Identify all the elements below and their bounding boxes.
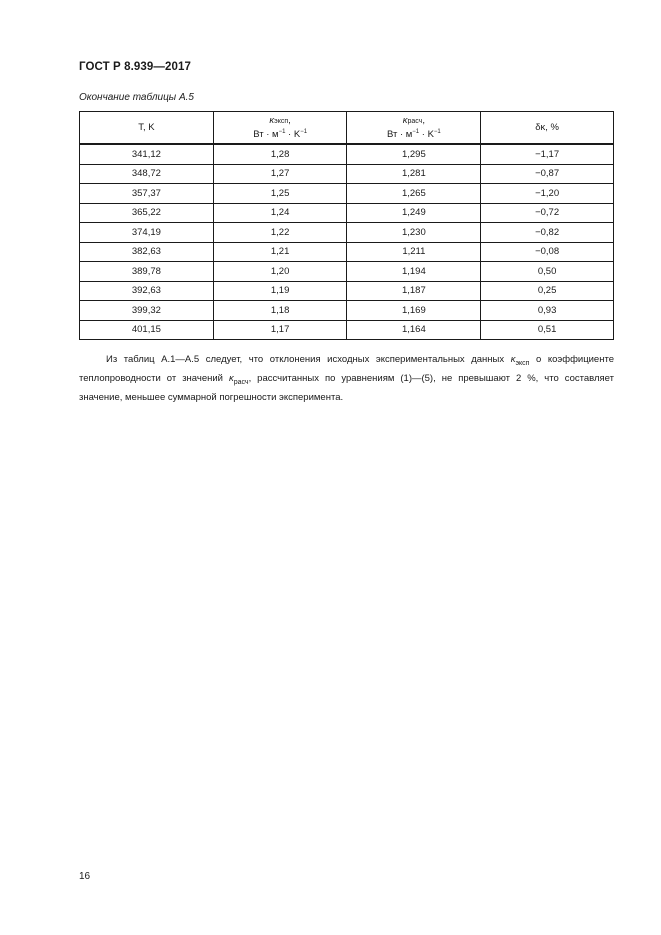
paragraph-kappa-calc-subscript: расч [233, 378, 249, 386]
cell-kappa-calc: 1,187 [347, 281, 481, 301]
cell-deviation: −0,72 [481, 203, 614, 223]
table-row [80, 242, 614, 262]
header-temperature-label: T, K [138, 122, 155, 133]
header-temperature [80, 112, 214, 145]
cell-kappa-calc: 1,230 [347, 223, 481, 243]
cell-kappa-calc: 1,249 [347, 203, 481, 223]
cell-deviation: 0,50 [481, 262, 614, 282]
cell-temperature: 348,72 [80, 164, 214, 184]
cell-kappa-exp: 1,18 [213, 301, 347, 321]
header-deviation [481, 112, 614, 145]
header-kappa-exp-subscript: эксп [274, 117, 289, 125]
cell-kappa-calc: 1,295 [347, 144, 481, 164]
table-row [80, 281, 614, 301]
cell-deviation: −0,87 [481, 164, 614, 184]
header-kappa-calc: κрасч, Вт · $м^{-1} \cdot K^{-1}$ [347, 112, 481, 145]
table-row [80, 223, 614, 243]
header-kappa-calc-units-a: Вт · м [386, 129, 413, 141]
paragraph-kappa-exp-subscript: эксп [515, 359, 530, 367]
cell-kappa-calc: 1,169 [347, 301, 481, 321]
cell-deviation: −0,82 [481, 223, 614, 243]
cell-temperature: 365,22 [80, 203, 214, 223]
cell-deviation: −0,08 [481, 242, 614, 262]
header-kappa-exp-symbol: κ [269, 114, 275, 126]
paragraph-part2: о коэффициенте теплопроводности от значений [79, 354, 614, 384]
cell-temperature: 401,15 [80, 320, 214, 340]
table-row [80, 164, 614, 184]
cell-kappa-exp: 1,27 [213, 164, 347, 184]
cell-kappa-exp: 1,20 [213, 262, 347, 282]
cell-temperature: 389,78 [80, 262, 214, 282]
table-row [80, 184, 614, 204]
cell-deviation: 0,93 [481, 301, 614, 321]
header-kappa-calc-subscript: расч [407, 117, 423, 125]
table-row [80, 320, 614, 340]
header-kappa-exp-units-sup1: −1 [278, 128, 286, 135]
table-row [80, 203, 614, 223]
conclusion-paragraph [79, 352, 614, 405]
header-kappa-exp-units-sup2: −1 [300, 128, 308, 135]
cell-temperature: 374,19 [80, 223, 214, 243]
cell-kappa-calc: 1,281 [347, 164, 481, 184]
conclusion-text [79, 352, 614, 405]
header-kappa-calc-symbol: κ [402, 114, 408, 126]
header-kappa-calc-units-sup2: −1 [433, 128, 441, 135]
cell-kappa-calc: 1,265 [347, 184, 481, 204]
cell-kappa-exp: 1,25 [213, 184, 347, 204]
cell-kappa-exp: 1,22 [213, 223, 347, 243]
cell-kappa-calc: 1,211 [347, 242, 481, 262]
cell-temperature: 382,63 [80, 242, 214, 262]
cell-kappa-exp: 1,24 [213, 203, 347, 223]
cell-temperature: 341,12 [80, 144, 214, 164]
document-header: ГОСТ Р 8.939—2017 [79, 61, 191, 73]
cell-temperature: 392,63 [80, 281, 214, 301]
table-row [80, 262, 614, 282]
header-kappa-calc-units-sup1: −1 [412, 128, 420, 135]
cell-kappa-exp: 1,19 [213, 281, 347, 301]
cell-temperature: 357,37 [80, 184, 214, 204]
cell-deviation: 0,51 [481, 320, 614, 340]
header-kappa-calc-units-b: · K [419, 129, 434, 141]
cell-kappa-exp: 1,21 [213, 242, 347, 262]
paragraph-part3: , рассчитанных по уравнениям (1)—(5), не превышают 2 %, что составляет значение, меньшее суммарной погрешности эксперимента. [79, 372, 614, 403]
cell-kappa-calc: 1,164 [347, 320, 481, 340]
cell-deviation: −1,17 [481, 144, 614, 164]
table-caption: Окончание таблицы А.5 [79, 92, 194, 103]
page-number: 16 [79, 871, 91, 882]
data-table [79, 111, 614, 340]
header-deviation-label: δκ, % [535, 122, 559, 133]
cell-kappa-exp: 1,17 [213, 320, 347, 340]
cell-deviation: 0,25 [481, 281, 614, 301]
header-kappa-exp-units-b: · K [285, 129, 301, 141]
header-kappa-exp: κэксп, Вт · $м^{-1} \cdot K^{-1}$ [213, 112, 347, 145]
table-row [80, 144, 614, 164]
header-kappa-exp-units-a: Вт · м [253, 129, 279, 141]
table-row [80, 301, 614, 321]
paragraph-kappa-exp: κ [510, 354, 516, 365]
paragraph-kappa-calc: κ [228, 372, 234, 384]
cell-kappa-calc: 1,194 [347, 262, 481, 282]
paragraph-part1: Из таблиц А.1—А.5 следует, что отклонения исходных экспериментальных данных [106, 354, 511, 365]
cell-kappa-exp: 1,28 [213, 144, 347, 164]
cell-temperature: 399,32 [80, 301, 214, 321]
table-header-row [80, 112, 614, 145]
cell-deviation: −1,20 [481, 184, 614, 204]
